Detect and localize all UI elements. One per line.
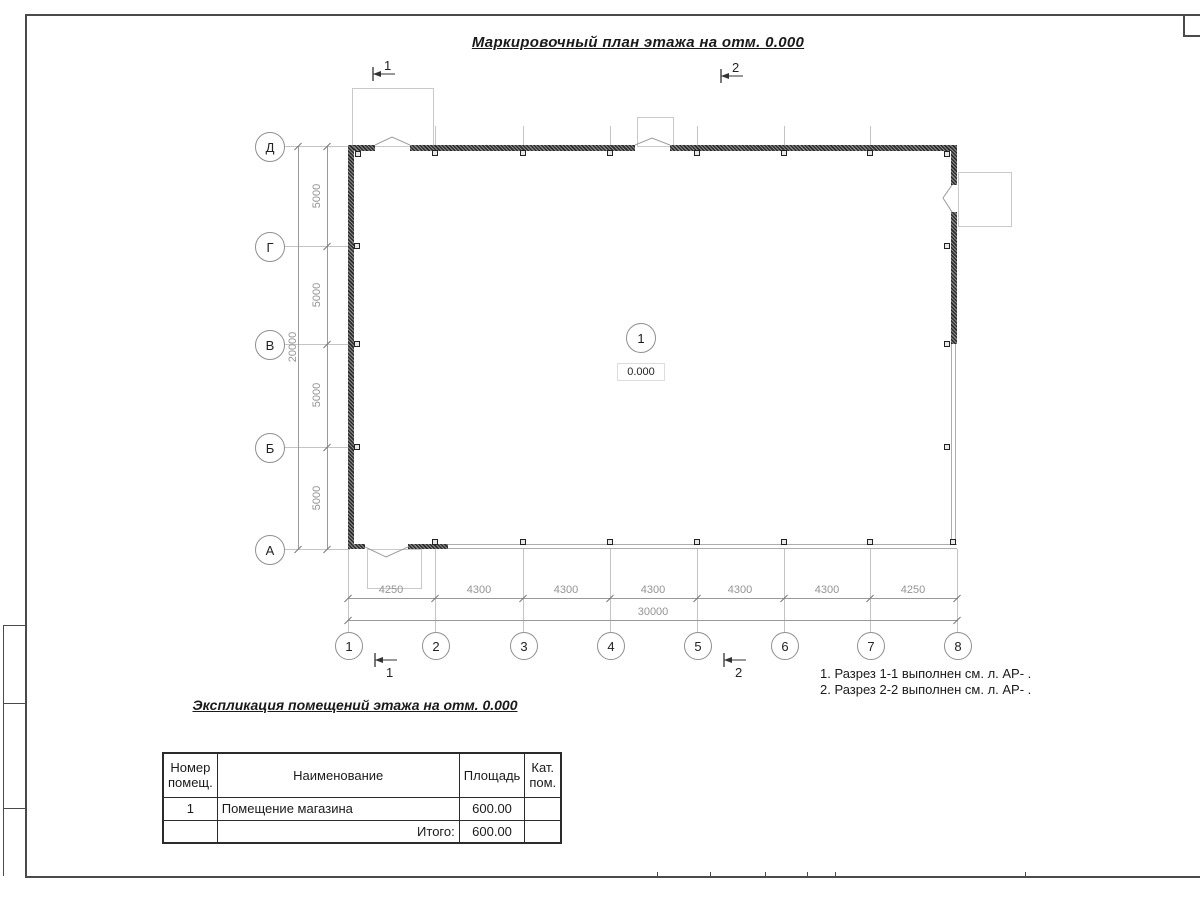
axis-bubble-row: Г xyxy=(255,232,285,262)
wall-segment xyxy=(951,212,957,344)
room-number-bubble: 1 xyxy=(626,323,656,353)
entrance-porch xyxy=(958,172,1012,227)
column-mark xyxy=(694,150,700,156)
axis-bubble-col: 8 xyxy=(944,632,972,660)
titleblock-tick xyxy=(765,872,766,876)
axis-bubble-row: Б xyxy=(255,433,285,463)
section-arrow-icon xyxy=(372,652,398,668)
note-line: 1. Разрез 1-1 выполнен см. л. АР- . xyxy=(820,666,1032,681)
section-arrow-icon xyxy=(721,652,747,668)
dimension-value: 4250 xyxy=(378,584,404,596)
dimension-value: 4300 xyxy=(553,584,579,596)
cell-category xyxy=(525,797,561,820)
header-name: Наименование xyxy=(217,753,459,797)
grid-line-row xyxy=(284,246,350,247)
column-mark xyxy=(355,151,361,157)
dimension-value: 5000 xyxy=(311,382,323,408)
dimension-value: 4300 xyxy=(727,584,753,596)
column-mark xyxy=(432,539,438,545)
column-mark xyxy=(867,539,873,545)
wall-segment xyxy=(951,145,957,185)
wall-segment-light xyxy=(951,344,956,549)
axis-bubble-row: Д xyxy=(255,132,285,162)
header-room-number: Номер помещ. xyxy=(163,753,217,797)
column-mark xyxy=(950,539,956,545)
section-arrow-icon xyxy=(370,66,396,82)
axis-bubble-row: В xyxy=(255,330,285,360)
plan-title: Маркировочный план этажа на отм. 0.000 xyxy=(471,34,805,51)
column-mark xyxy=(607,150,613,156)
titleblock-tick xyxy=(835,872,836,876)
grid-stub xyxy=(435,126,436,145)
grid-stub xyxy=(697,126,698,145)
total-label: Итого: xyxy=(217,820,459,843)
grid-stub xyxy=(870,126,871,145)
dimension-total: 20000 xyxy=(287,331,299,363)
column-mark xyxy=(944,444,950,450)
column-mark xyxy=(354,243,360,249)
column-mark xyxy=(354,341,360,347)
column-mark xyxy=(432,150,438,156)
column-mark xyxy=(354,444,360,450)
table-row xyxy=(163,797,561,820)
column-mark xyxy=(944,243,950,249)
column-mark xyxy=(607,539,613,545)
elevation-mark: 0.000 xyxy=(617,363,665,381)
margin-divider xyxy=(3,625,25,626)
grid-stub xyxy=(523,126,524,145)
section-number: 1 xyxy=(384,58,392,73)
section-number: 2 xyxy=(732,60,740,75)
grid-stub xyxy=(784,126,785,145)
dimension-line xyxy=(348,598,958,599)
door-leaf-icon xyxy=(375,133,410,147)
wall-segment xyxy=(670,145,957,151)
grid-stub xyxy=(610,126,611,145)
dimension-total: 30000 xyxy=(637,606,669,618)
dimension-value: 5000 xyxy=(311,183,323,209)
axis-bubble-col: 1 xyxy=(335,632,363,660)
dimension-value: 5000 xyxy=(311,485,323,511)
door-leaf-icon xyxy=(635,135,670,147)
column-mark xyxy=(781,539,787,545)
frame-bottom xyxy=(25,876,1200,878)
explication-table xyxy=(162,752,562,844)
door-leaf-icon xyxy=(938,185,954,212)
dimension-value: 4300 xyxy=(814,584,840,596)
section-arrow-icon xyxy=(718,68,744,84)
dimension-line xyxy=(348,620,958,621)
header-category: Кат. пом. xyxy=(525,753,561,797)
dimension-line xyxy=(327,146,328,549)
margin-column-line xyxy=(3,625,4,876)
column-mark xyxy=(867,150,873,156)
dimension-value: 4300 xyxy=(640,584,666,596)
table-header-row xyxy=(163,753,561,797)
axis-bubble-col: 4 xyxy=(597,632,625,660)
frame-top xyxy=(25,14,1183,16)
axis-bubble-col: 6 xyxy=(771,632,799,660)
frame-corner-box xyxy=(1183,14,1200,37)
cell-empty xyxy=(163,820,217,843)
wall-segment xyxy=(348,145,354,549)
titleblock-tick xyxy=(1025,872,1026,876)
note-line: 2. Разрез 2-2 выполнен см. л. АР- . xyxy=(820,682,1032,697)
dimension-value: 5000 xyxy=(311,282,323,308)
axis-bubble-col: 2 xyxy=(422,632,450,660)
header-area: Площадь xyxy=(459,753,525,797)
section-number: 2 xyxy=(735,665,743,680)
axis-bubble-col: 5 xyxy=(684,632,712,660)
cell-room-number: 1 xyxy=(163,797,217,820)
table-total-row xyxy=(163,820,561,843)
titleblock-tick xyxy=(710,872,711,876)
axis-bubble-col: 7 xyxy=(857,632,885,660)
column-mark xyxy=(520,150,526,156)
margin-divider xyxy=(3,808,25,809)
titleblock-tick xyxy=(807,872,808,876)
section-number: 1 xyxy=(386,665,394,680)
column-mark xyxy=(781,150,787,156)
margin-divider xyxy=(3,703,25,704)
titleblock-tick xyxy=(657,872,658,876)
column-mark xyxy=(694,539,700,545)
explication-title: Экспликация помещений этажа на отм. 0.000 xyxy=(192,697,518,713)
column-mark xyxy=(944,341,950,347)
cell-area: 600.00 xyxy=(459,797,525,820)
door-leaf-icon xyxy=(365,545,408,559)
cell-name: Помещение магазина xyxy=(217,797,459,820)
dimension-value: 4250 xyxy=(900,584,926,596)
cell-empty xyxy=(525,820,561,843)
grid-line-row xyxy=(284,447,350,448)
total-area: 600.00 xyxy=(459,820,525,843)
axis-bubble-col: 3 xyxy=(510,632,538,660)
grid-line-row xyxy=(284,549,350,550)
dimension-value: 4300 xyxy=(466,584,492,596)
section-notes xyxy=(820,666,1031,698)
axis-bubble-row: А xyxy=(255,535,285,565)
wall-segment xyxy=(348,544,365,549)
frame-left xyxy=(25,14,27,876)
grid-line-row xyxy=(284,146,350,147)
column-mark xyxy=(944,151,950,157)
wall-segment xyxy=(408,544,448,549)
column-mark xyxy=(520,539,526,545)
